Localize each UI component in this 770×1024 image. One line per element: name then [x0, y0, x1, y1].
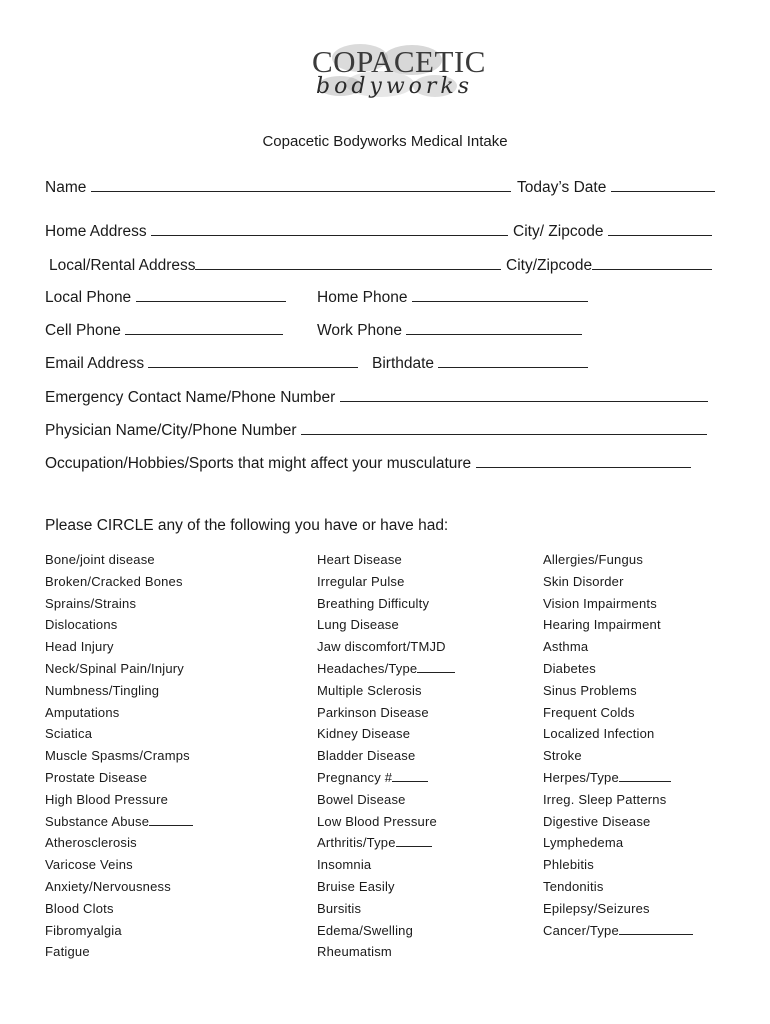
condition-item[interactable]: [45, 572, 193, 594]
condition-label: Lung Disease: [317, 617, 399, 633]
condition-item[interactable]: [45, 899, 193, 921]
occupation-line[interactable]: [476, 452, 691, 468]
work-phone-field[interactable]: [317, 319, 582, 341]
condition-label: Vision Impairments: [543, 595, 657, 611]
condition-item[interactable]: [543, 637, 693, 659]
condition-item[interactable]: [45, 637, 193, 659]
condition-label: Digestive Disease: [543, 813, 651, 829]
condition-label: Headaches/Type: [317, 660, 418, 676]
birthdate-label: Birthdate: [372, 355, 435, 372]
condition-label: Arthritis/Type: [317, 835, 396, 851]
home-address-line[interactable]: [151, 220, 508, 236]
condition-label: Muscle Spasms/Cramps: [45, 748, 190, 764]
condition-item[interactable]: [45, 724, 193, 746]
condition-item[interactable]: [543, 921, 693, 943]
email-address-label: Email Address: [45, 355, 145, 372]
condition-label: Bruise Easily: [317, 878, 395, 894]
condition-item[interactable]: [45, 594, 193, 616]
condition-blank-line[interactable]: [396, 834, 432, 847]
condition-item[interactable]: [45, 768, 193, 790]
condition-label: Amputations: [45, 704, 120, 720]
condition-item[interactable]: [317, 877, 455, 899]
condition-item[interactable]: [543, 855, 693, 877]
home-address-label: Home Address: [45, 223, 147, 240]
work-phone-label: Work Phone: [317, 322, 403, 339]
condition-item[interactable]: [543, 768, 693, 790]
condition-item[interactable]: [543, 550, 693, 572]
form-title: Copacetic Bodyworks Medical Intake: [262, 133, 508, 150]
home-address-field[interactable]: [45, 220, 508, 242]
city-zipcode-field-1[interactable]: [513, 220, 712, 242]
condition-item[interactable]: [45, 746, 193, 768]
cell-phone-field[interactable]: [45, 319, 283, 341]
email-address-field[interactable]: [45, 352, 358, 374]
conditions-column-1: [45, 550, 193, 964]
condition-label: Bladder Disease: [317, 748, 416, 764]
condition-label: Bone/joint disease: [45, 552, 155, 567]
city-zipcode-field-2[interactable]: [506, 254, 712, 276]
condition-label: Substance Abuse: [45, 813, 150, 829]
condition-label: Bowel Disease: [317, 791, 406, 807]
local-rental-address-line[interactable]: [195, 254, 501, 270]
todays-date-label: Today’s Date: [517, 179, 607, 196]
condition-label: Fatigue: [45, 944, 90, 960]
birthdate-field[interactable]: [372, 352, 588, 374]
condition-label: Breathing Difficulty: [317, 595, 430, 611]
condition-item[interactable]: [543, 812, 693, 834]
condition-item[interactable]: [317, 899, 455, 921]
condition-label: Bursitis: [317, 900, 362, 916]
condition-label: Diabetes: [543, 660, 596, 676]
condition-label: Varicose Veins: [45, 857, 133, 873]
condition-label: Anxiety/Nervousness: [45, 878, 171, 894]
local-phone-field[interactable]: [45, 286, 286, 308]
condition-label: Asthma: [543, 639, 589, 655]
condition-label: Head Injury: [45, 639, 114, 655]
condition-item[interactable]: [45, 703, 193, 725]
condition-label: Irregular Pulse: [317, 573, 405, 589]
condition-label: Parkinson Disease: [317, 704, 429, 720]
condition-label: High Blood Pressure: [45, 791, 169, 807]
condition-label: Numbness/Tingling: [45, 682, 160, 698]
occupation-label: Occupation/Hobbies/Sports that might affect your musculature: [45, 455, 472, 472]
emergency-contact-field[interactable]: [45, 386, 708, 408]
condition-label: Multiple Sclerosis: [317, 682, 422, 698]
home-phone-label: Home Phone: [317, 289, 408, 306]
condition-item[interactable]: [317, 855, 455, 877]
condition-label: Sciatica: [45, 726, 93, 742]
email-address-line[interactable]: [148, 352, 358, 368]
condition-item[interactable]: [317, 724, 455, 746]
condition-item[interactable]: [45, 790, 193, 812]
condition-item[interactable]: [317, 768, 455, 790]
condition-item[interactable]: [317, 659, 455, 681]
local-rental-address-field[interactable]: [49, 254, 501, 276]
condition-label: Tendonitis: [543, 878, 604, 894]
condition-label: Herpes/Type: [543, 769, 619, 785]
condition-item[interactable]: [317, 812, 455, 834]
condition-item[interactable]: [317, 572, 455, 594]
condition-item[interactable]: [45, 812, 193, 834]
emergency-contact-line[interactable]: [340, 386, 708, 402]
condition-item[interactable]: [543, 615, 693, 637]
logo-wordmark: COPACETIC: [312, 44, 486, 79]
condition-item[interactable]: [45, 681, 193, 703]
condition-label: Stroke: [543, 748, 582, 764]
name-line[interactable]: [91, 176, 511, 192]
condition-label: Rheumatism: [317, 944, 392, 960]
cell-phone-line[interactable]: [125, 319, 283, 335]
condition-item[interactable]: [543, 572, 693, 594]
condition-label: Epilepsy/Seizures: [543, 900, 650, 916]
condition-item[interactable]: [317, 550, 455, 572]
condition-blank-line[interactable]: [392, 769, 428, 782]
condition-blank-line[interactable]: [619, 769, 671, 782]
cell-phone-label: Cell Phone: [45, 322, 121, 339]
condition-item[interactable]: [543, 833, 693, 855]
condition-item[interactable]: [45, 942, 193, 964]
condition-label: Jaw discomfort/TMJD: [317, 639, 446, 655]
condition-item[interactable]: [543, 681, 693, 703]
condition-label: Broken/Cracked Bones: [45, 573, 183, 589]
condition-label: Irreg. Sleep Patterns: [543, 791, 667, 807]
condition-item[interactable]: [317, 921, 455, 943]
condition-label: Allergies/Fungus: [543, 552, 644, 567]
condition-item[interactable]: [317, 615, 455, 637]
condition-label: Cancer/Type: [543, 922, 619, 938]
condition-label: Insomnia: [317, 857, 372, 873]
condition-item[interactable]: [543, 877, 693, 899]
condition-item[interactable]: [543, 724, 693, 746]
condition-label: Frequent Colds: [543, 704, 635, 720]
condition-label: Lymphedema: [543, 835, 624, 851]
emergency-contact-label: Emergency Contact Name/Phone Number: [45, 389, 336, 406]
city-zipcode-label-2: City/Zipcode: [506, 257, 593, 274]
todays-date-line[interactable]: [611, 176, 715, 192]
todays-date-field[interactable]: [517, 176, 715, 198]
physician-field[interactable]: [45, 419, 707, 441]
city-zipcode-label-1: City/ Zipcode: [513, 223, 604, 240]
condition-item[interactable]: [543, 594, 693, 616]
name-label: Name: [45, 179, 87, 196]
city-zipcode-line-1[interactable]: [608, 220, 712, 236]
work-phone-line[interactable]: [406, 319, 582, 335]
logo-subtitle: bodyworks: [316, 74, 474, 99]
condition-item[interactable]: [543, 703, 693, 725]
occupation-field[interactable]: [45, 452, 691, 474]
copacetic-logo: [300, 40, 486, 110]
birthdate-line[interactable]: [438, 352, 588, 368]
condition-label: Heart Disease: [317, 552, 402, 567]
condition-item[interactable]: [317, 833, 455, 855]
condition-item[interactable]: [45, 921, 193, 943]
condition-item[interactable]: [45, 855, 193, 877]
condition-label: Pregnancy #: [317, 769, 393, 785]
home-phone-line[interactable]: [412, 286, 588, 302]
condition-item[interactable]: [317, 790, 455, 812]
physician-label: Physician Name/City/Phone Number: [45, 422, 297, 439]
condition-blank-line[interactable]: [619, 922, 693, 935]
condition-item[interactable]: [543, 899, 693, 921]
condition-item[interactable]: [45, 615, 193, 637]
condition-item[interactable]: [317, 594, 455, 616]
conditions-heading: Please CIRCLE any of the following you have or have had:: [45, 517, 449, 534]
condition-label: Dislocations: [45, 617, 118, 633]
condition-item[interactable]: [543, 790, 693, 812]
condition-label: Low Blood Pressure: [317, 813, 437, 829]
city-zipcode-line-2[interactable]: [592, 254, 712, 270]
condition-item[interactable]: [317, 703, 455, 725]
condition-item[interactable]: [45, 877, 193, 899]
condition-label: Fibromyalgia: [45, 922, 122, 938]
name-field[interactable]: [45, 176, 511, 198]
condition-item[interactable]: [543, 746, 693, 768]
local-phone-label: Local Phone: [45, 289, 132, 306]
condition-label: Localized Infection: [543, 726, 655, 742]
home-phone-field[interactable]: [317, 286, 588, 308]
condition-blank-line[interactable]: [149, 813, 193, 826]
local-rental-address-label: Local/Rental Address: [49, 257, 196, 274]
condition-label: Neck/Spinal Pain/Injury: [45, 660, 184, 676]
conditions-column-3: [543, 550, 693, 942]
condition-label: Kidney Disease: [317, 726, 411, 742]
condition-label: Prostate Disease: [45, 769, 148, 785]
condition-item[interactable]: [45, 659, 193, 681]
condition-label: Hearing Impairment: [543, 617, 661, 633]
condition-label: Atherosclerosis: [45, 835, 137, 851]
condition-item[interactable]: [543, 659, 693, 681]
condition-label: Edema/Swelling: [317, 922, 414, 938]
condition-label: Phlebitis: [543, 857, 594, 873]
condition-label: Sinus Problems: [543, 682, 637, 698]
conditions-column-2: [317, 550, 455, 964]
condition-label: Sprains/Strains: [45, 595, 137, 611]
physician-line[interactable]: [301, 419, 707, 435]
condition-label: Blood Clots: [45, 900, 114, 916]
condition-label: Skin Disorder: [543, 573, 624, 589]
condition-item[interactable]: [317, 637, 455, 659]
condition-blank-line[interactable]: [417, 660, 455, 673]
local-phone-line[interactable]: [136, 286, 286, 302]
condition-item[interactable]: [45, 550, 193, 572]
condition-item[interactable]: [317, 942, 455, 964]
condition-item[interactable]: [45, 833, 193, 855]
condition-item[interactable]: [317, 746, 455, 768]
condition-item[interactable]: [317, 681, 455, 703]
